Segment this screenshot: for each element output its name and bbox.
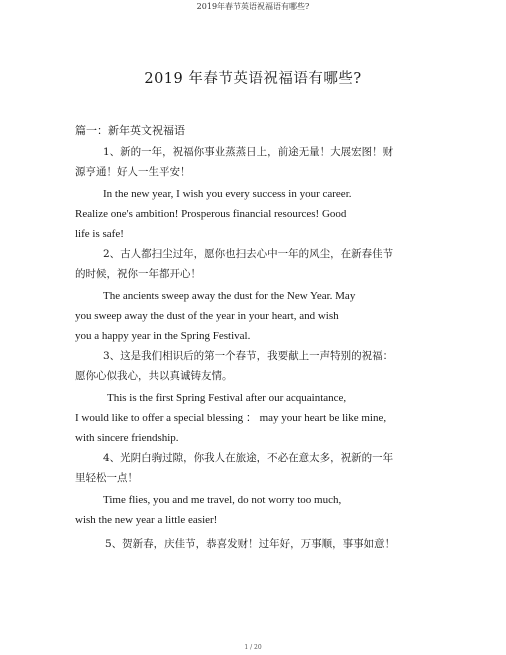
paragraph-line: wish the new year a little easier! xyxy=(75,514,218,526)
paragraph-line: 1、新的一年，祝福你事业蒸蒸日上，前途无量！大展宏图！财 xyxy=(103,146,394,158)
paragraph-line: 愿你心似我心，共以真诚铸友情。 xyxy=(75,370,233,382)
paragraph-line: 里轻松一点！ xyxy=(75,472,138,484)
paragraph-3-zh xyxy=(75,346,393,386)
header-title: 2019年春节英语祝福语有哪些? xyxy=(196,2,310,11)
paragraph-4-zh xyxy=(75,448,393,488)
paragraph-1-zh xyxy=(75,142,393,182)
paragraph-line: This is the first Spring Festival after our acquaintance, xyxy=(107,392,347,404)
paragraph-5-zh xyxy=(75,534,395,554)
paragraph-line: you sweep away the dust of the year in your heart, and wish xyxy=(75,310,339,322)
paragraph-line: In the new year, I wish you every success in your career. xyxy=(103,188,352,200)
page-indicator: 1 / 20 xyxy=(244,644,262,651)
paragraph-2-zh xyxy=(75,244,393,284)
paragraph-line: 5、贺新春，庆佳节，恭喜发财！过年好，万事顺，事事如意！ xyxy=(105,538,396,550)
paragraph-line: you a happy year in the Spring Festival. xyxy=(75,330,251,342)
paragraph-line: The ancients sweep away the dust for the New Year. May xyxy=(103,290,356,302)
section-heading: 篇一：新年英文祝福语 xyxy=(75,124,185,137)
paragraph-line: with sincere friendship. xyxy=(75,432,179,444)
paragraph-line: 4、光阴白驹过隙，你我人在旅途，不必在意太多，祝新的一年 xyxy=(103,452,394,464)
paragraph-3-en xyxy=(75,388,386,448)
paragraph-line: Time flies, you and me travel, do not worry too much, xyxy=(103,494,342,506)
paragraph-line: 源亨通！好人一生平安！ xyxy=(75,166,191,178)
paragraph-line: 2、古人都扫尘过年，愿你也扫去心中一年的风尘，在新春佳节 xyxy=(103,248,394,260)
paragraph-2-en xyxy=(75,286,355,346)
paragraph-line: 3、这是我们相识后的第一个春节，我要献上一声特别的祝福： xyxy=(103,350,394,362)
paragraph-line: life is safe! xyxy=(75,228,124,240)
paragraph-4-en xyxy=(75,490,341,530)
paragraph-line: I would like to offer a special blessing ： may your heart be like mine, xyxy=(75,412,387,424)
paragraph-line: Realize one's ambition! Prosperous financial resources! Good xyxy=(75,208,347,220)
paragraph-line: 的时候，祝你一年都开心！ xyxy=(75,268,201,280)
paragraph-1-en xyxy=(75,184,352,244)
document-title: 2019 年春节英语祝福语有哪些? xyxy=(144,71,362,87)
